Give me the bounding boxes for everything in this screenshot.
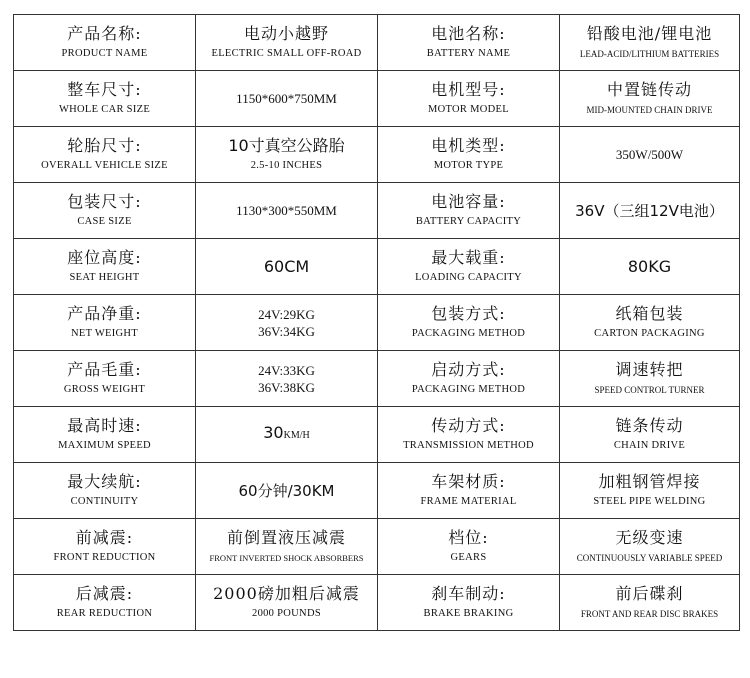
label-en: LOADING CAPACITY <box>415 272 522 283</box>
value-cell <box>196 239 378 295</box>
value-cell <box>560 15 740 71</box>
value-cell <box>196 71 378 127</box>
label-cell <box>378 183 560 239</box>
value-text: 1150*600*750MM <box>236 91 337 106</box>
label-cell <box>378 463 560 519</box>
value-line-1: 24V:29KG <box>258 306 315 322</box>
value-cn: 电动小越野 <box>243 24 329 43</box>
label-cn: 启动方式: <box>431 360 506 379</box>
label-en: PRODUCT NAME <box>61 48 148 59</box>
value-text: 36V（三组12V电池） <box>575 201 724 220</box>
label-cell <box>14 183 196 239</box>
label-en: MOTOR TYPE <box>433 160 504 171</box>
spec-row <box>14 15 740 71</box>
label-en: CONTINUITY <box>70 496 139 507</box>
label-en: NET WEIGHT <box>70 328 139 339</box>
label-en: BATTERY CAPACITY <box>415 216 522 227</box>
label-en: WHOLE CAR SIZE <box>58 104 151 115</box>
value-cell <box>560 351 740 407</box>
value-cn: 铅酸电池/锂电池 <box>586 24 713 43</box>
label-cell <box>378 575 560 631</box>
label-cell <box>14 295 196 351</box>
value-cell <box>196 15 378 71</box>
value-cell <box>560 183 740 239</box>
label-en: PACKAGING METHOD <box>411 328 526 339</box>
value-text: 1130*300*550MM <box>236 203 337 218</box>
value-en: CHAIN DRIVE <box>613 440 686 451</box>
value-cell <box>196 519 378 575</box>
label-cn: 档位: <box>448 528 489 547</box>
value-cell <box>560 127 740 183</box>
spec-row <box>14 183 740 239</box>
spec-row <box>14 239 740 295</box>
value-en: CARTON PACKAGING <box>594 328 705 339</box>
value-cn: 中置链传动 <box>606 80 692 99</box>
value-cell <box>560 407 740 463</box>
label-cell <box>14 239 196 295</box>
value-cell <box>560 295 740 351</box>
value-text: 60CM <box>263 256 310 276</box>
label-en: TRANSMISSION METHOD <box>403 440 534 451</box>
label-cn: 电机类型: <box>431 136 506 155</box>
label-cell <box>14 407 196 463</box>
label-cell <box>378 239 560 295</box>
label-cell <box>14 463 196 519</box>
label-cn: 前减震: <box>75 528 134 547</box>
label-cell <box>378 519 560 575</box>
value-cell <box>196 575 378 631</box>
speed-number: 30 <box>263 423 284 442</box>
label-cell <box>378 71 560 127</box>
label-cn: 整车尺寸: <box>67 80 142 99</box>
value-line-2: 36V:34KG <box>258 323 315 339</box>
value-en: MID-MOUNTED CHAIN DRIVE <box>586 105 713 115</box>
label-cn: 后减震: <box>75 584 134 603</box>
spec-row <box>14 127 740 183</box>
label-cell <box>14 127 196 183</box>
spec-row <box>14 575 740 631</box>
label-cn: 产品名称: <box>67 24 142 43</box>
label-en: GEARS <box>450 552 487 563</box>
value-en: FRONT INVERTED SHOCK ABSORBERS <box>209 553 364 563</box>
value-cn: 纸箱包装 <box>615 304 684 323</box>
value-cn: 链条传动 <box>615 416 684 435</box>
label-cn: 座位高度: <box>67 248 142 267</box>
label-cn: 电池名称: <box>431 24 506 43</box>
value-cn: 调速转把 <box>615 360 684 379</box>
label-cell <box>14 15 196 71</box>
label-cn: 包装尺寸: <box>67 192 142 211</box>
label-en: BRAKE BRAKING <box>423 608 514 619</box>
value-en: 2.5-10 INCHES <box>250 160 323 171</box>
speed-unit: KM/H <box>283 430 310 441</box>
label-cell <box>14 71 196 127</box>
label-en: PACKAGING METHOD <box>411 384 526 395</box>
label-cn: 刹车制动: <box>431 584 506 603</box>
label-cn: 最大续航: <box>67 472 142 491</box>
value-en: CONTINUOUSLY VARIABLE SPEED <box>576 553 723 563</box>
label-cell <box>378 351 560 407</box>
value-line-2: 36V:38KG <box>258 379 315 395</box>
label-cn: 最高时速: <box>67 416 142 435</box>
value-cell <box>560 239 740 295</box>
value-text: 60分钟/30KM <box>238 481 335 500</box>
value-cn: 10寸真空公路胎 <box>228 136 345 155</box>
label-cell <box>14 351 196 407</box>
label-en: CASE SIZE <box>77 216 132 227</box>
label-en: GROSS WEIGHT <box>63 384 146 395</box>
value-en: SPEED CONTROL TURNER <box>594 385 705 395</box>
label-en: SEAT HEIGHT <box>69 272 140 283</box>
value-cn: 2000磅加粗后减震 <box>213 584 360 603</box>
label-cell <box>14 519 196 575</box>
value-cell <box>560 519 740 575</box>
spec-row <box>14 407 740 463</box>
label-cell <box>378 15 560 71</box>
value-en: FRONT AND REAR DISC BRAKES <box>580 609 719 619</box>
spec-row <box>14 463 740 519</box>
value-cn: 加粗钢管焊接 <box>598 472 701 491</box>
spec-row <box>14 519 740 575</box>
label-en: FRONT REDUCTION <box>53 552 156 563</box>
label-cell <box>14 575 196 631</box>
spec-table <box>13 14 740 631</box>
value-cell <box>196 183 378 239</box>
value-cell <box>196 463 378 519</box>
spec-row <box>14 71 740 127</box>
label-en: MOTOR MODEL <box>428 104 509 115</box>
label-cell <box>378 407 560 463</box>
value-cn: 前倒置液压减震 <box>226 528 346 547</box>
value-en: ELECTRIC SMALL OFF-ROAD <box>211 48 362 59</box>
value-line-1: 24V:33KG <box>258 362 315 378</box>
label-en: REAR REDUCTION <box>56 608 153 619</box>
label-cn: 产品毛重: <box>67 360 142 379</box>
label-cn: 包装方式: <box>431 304 506 323</box>
value-text: 80KG <box>627 256 672 276</box>
value-text <box>196 423 377 446</box>
value-cell <box>560 463 740 519</box>
spec-row <box>14 295 740 351</box>
label-en: MAXIMUM SPEED <box>58 440 151 451</box>
label-cn: 轮胎尺寸: <box>67 136 142 155</box>
label-en: FRAME MATERIAL <box>420 496 517 507</box>
label-en: OVERALL VEHICLE SIZE <box>41 160 168 171</box>
label-cn: 车架材质: <box>431 472 506 491</box>
value-text: 350W/500W <box>615 147 684 162</box>
value-cn: 无级变速 <box>615 528 684 547</box>
label-cn: 电池容量: <box>431 192 506 211</box>
value-cell <box>196 127 378 183</box>
value-cell <box>560 71 740 127</box>
label-cn: 传动方式: <box>431 416 506 435</box>
label-cn: 最大载重: <box>431 248 506 267</box>
value-cell <box>196 295 378 351</box>
value-cell <box>196 407 378 463</box>
spec-row <box>14 351 740 407</box>
value-en: LEAD-ACID/LITHIUM BATTERIES <box>579 49 720 59</box>
label-cn: 产品净重: <box>67 304 142 323</box>
label-cell <box>378 127 560 183</box>
value-cell <box>196 351 378 407</box>
value-en: 2000 POUNDS <box>252 608 321 619</box>
label-cn: 电机型号: <box>431 80 506 99</box>
value-en: STEEL PIPE WELDING <box>593 496 706 507</box>
label-en: BATTERY NAME <box>426 48 511 59</box>
value-cell <box>560 575 740 631</box>
label-cell <box>378 295 560 351</box>
value-cn: 前后碟刹 <box>615 584 684 603</box>
